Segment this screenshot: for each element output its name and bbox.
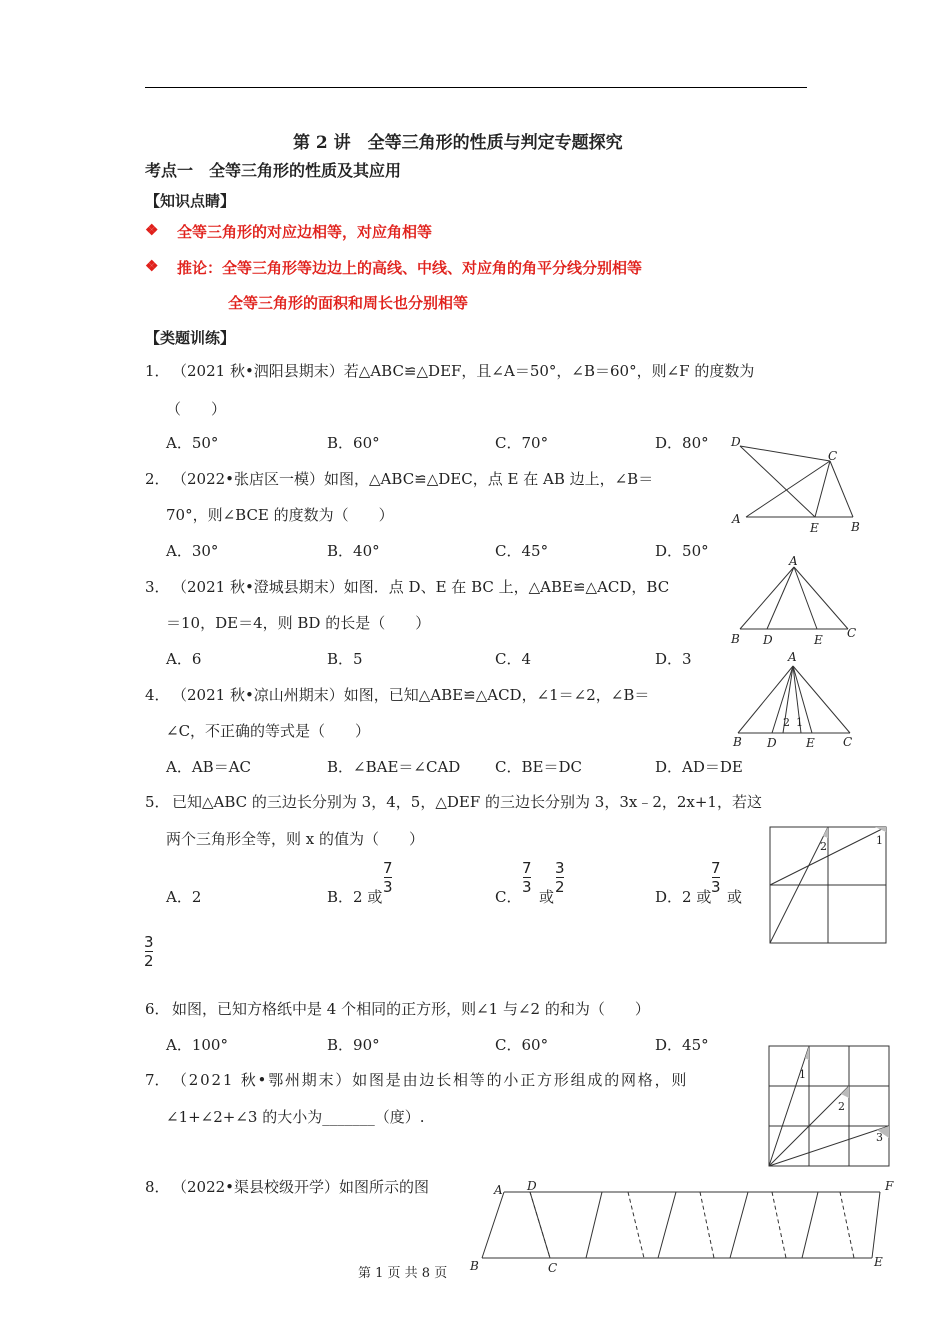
question-number: 7． [145, 1071, 170, 1089]
fraction-seven-thirds: 7 3 [522, 859, 532, 896]
fig-label: D [767, 736, 777, 750]
question-text: 已知△ABC 的三边长分别为 3，4，5，△DEF 的三边长分别为 3，3x﹣2，2x+1，若这 [172, 793, 762, 811]
fig-label: 2 [820, 840, 827, 853]
knowledge-point: 推论：全等三角形等边边上的高线、中线、对应角的角平分线分别相等 [177, 259, 643, 277]
option: A．6 [166, 650, 202, 668]
option: D．45° [655, 1036, 709, 1054]
option: C． [495, 888, 522, 906]
question-text: （2022•张店区一模）如图，△ABC≌△DEC，点 E 在 AB 边上，∠B＝ [172, 470, 654, 488]
fig-label: A [494, 1183, 503, 1197]
fraction-seven-thirds: 7 3 [383, 859, 393, 896]
question-text: 70°，则∠BCE 的度数为（ ） [166, 506, 394, 524]
question-text: （2021 秋•澄城县期末）如图．点 D、E 在 BC 上，△ABE≌△ACD，BC [172, 578, 670, 596]
fig-label: C [843, 735, 853, 749]
question-text: （ ） [166, 400, 227, 418]
fig-label: 3 [876, 1131, 883, 1144]
question-text: 如图，已知方格纸中是 4 个相同的正方形，则∠1 与∠2 的和为（ ） [172, 1000, 650, 1018]
knowledge-point: 全等三角形的对应边相等，对应角相等 [177, 223, 433, 241]
fig-label: E [874, 1255, 883, 1269]
option: B．∠BAE＝∠CAD [327, 758, 461, 776]
fraction-three-halves: 3 2 [555, 859, 565, 896]
fig-label: C [847, 626, 857, 640]
option: A．AB＝AC [166, 758, 251, 776]
option: B．2 或 [327, 888, 383, 906]
training-heading: 【类题训练】 [145, 329, 236, 347]
fig-label: E [806, 736, 815, 750]
page-footer: 第 1 页 共 8 页 [358, 1266, 448, 1281]
option: B．90° [327, 1036, 380, 1054]
fig-label: B [851, 520, 860, 534]
question-text: （2021 秋•凉山州期末）如图，已知△ABE≌△ACD，∠1＝∠2，∠B＝ [172, 686, 650, 704]
option: A．2 [166, 888, 202, 906]
question-number: 5． [145, 793, 170, 811]
bullet-icon: ❖ [145, 257, 159, 275]
knowledge-point: 全等三角形的面积和周长也分别相等 [228, 294, 469, 312]
figure-q7-grid [765, 1042, 891, 1168]
fig-label: D [527, 1179, 537, 1193]
fraction-three-halves: 3 2 [144, 933, 154, 970]
fig-label: 1 [876, 834, 883, 847]
figure-q8-parallelogram [468, 1176, 900, 1276]
fig-label: E [814, 633, 823, 647]
question-number: 4． [145, 686, 170, 704]
option: C．4 [495, 650, 532, 668]
question-text: ∠1+∠2+∠3 的大小为_______（度）. [166, 1108, 425, 1126]
question-text: ＝10，DE＝4，则 BD 的长是（ ） [166, 614, 431, 632]
figure-q2-triangles [728, 432, 863, 537]
option: A．30° [166, 542, 219, 560]
figure-q3-triangle [728, 550, 863, 650]
question-text: （2022•渠县校级开学）如图所示的图 [172, 1178, 430, 1196]
option: D．2 或 [655, 888, 712, 906]
fig-label: D [731, 435, 741, 449]
option: B．60° [327, 434, 380, 452]
fig-label: A [788, 650, 797, 664]
option: D．AD＝DE [655, 758, 743, 776]
bullet-icon: ❖ [145, 221, 159, 239]
question-number: 1． [145, 362, 170, 380]
header-rule [145, 87, 807, 88]
fig-label: C [828, 449, 838, 463]
question-number: 8． [145, 1178, 170, 1196]
page-title: 第 2 讲 全等三角形的性质与判定专题探究 [293, 133, 623, 153]
option: C．BE＝DC [495, 758, 582, 776]
option: C．70° [495, 434, 549, 452]
knowledge-heading: 【知识点睛】 [145, 192, 236, 210]
option: B．40° [327, 542, 380, 560]
or-word: 或 [727, 888, 743, 906]
option: A．100° [166, 1036, 228, 1054]
option: C．60° [495, 1036, 549, 1054]
fig-label: B [733, 735, 742, 749]
question-text: ∠C，不正确的等式是（ ） [166, 722, 371, 740]
fig-label: F [885, 1179, 894, 1193]
option: B．5 [327, 650, 363, 668]
section-title: 考点一 全等三角形的性质及其应用 [145, 161, 402, 180]
fig-label: C [548, 1261, 558, 1275]
fig-label: 2 [783, 716, 790, 729]
question-text: 两个三角形全等，则 x 的值为（ ） [166, 830, 424, 848]
question-text: （2021 秋•泗阳县期末）若△ABC≌△DEF，且∠A＝50°，∠B＝60°，则∠F 的度数为 [172, 362, 755, 380]
question-number: 6． [145, 1000, 170, 1018]
option: A．50° [166, 434, 219, 452]
option: D．50° [655, 542, 709, 560]
fig-label: A [789, 554, 798, 568]
question-number: 2． [145, 470, 170, 488]
fig-label: D [763, 633, 773, 647]
fig-label: E [810, 521, 819, 535]
figure-q6-grid [765, 822, 891, 946]
fig-label: B [731, 632, 740, 646]
option: D．3 [655, 650, 692, 668]
or-word: 或 [539, 888, 555, 906]
fig-label: A [732, 512, 741, 526]
fraction-seven-thirds: 7 3 [711, 859, 721, 896]
figure-q4-triangle [728, 648, 863, 750]
option: D．80° [655, 434, 709, 452]
fig-label: 1 [796, 716, 803, 729]
option: C．45° [495, 542, 549, 560]
question-number: 3． [145, 578, 170, 596]
fig-label: B [470, 1259, 479, 1273]
fig-label: 2 [838, 1100, 845, 1113]
question-text: （2021 秋•鄂州期末）如图是由边长相等的小正方形组成的网格，则 [172, 1071, 689, 1089]
fig-label: 1 [799, 1068, 806, 1081]
